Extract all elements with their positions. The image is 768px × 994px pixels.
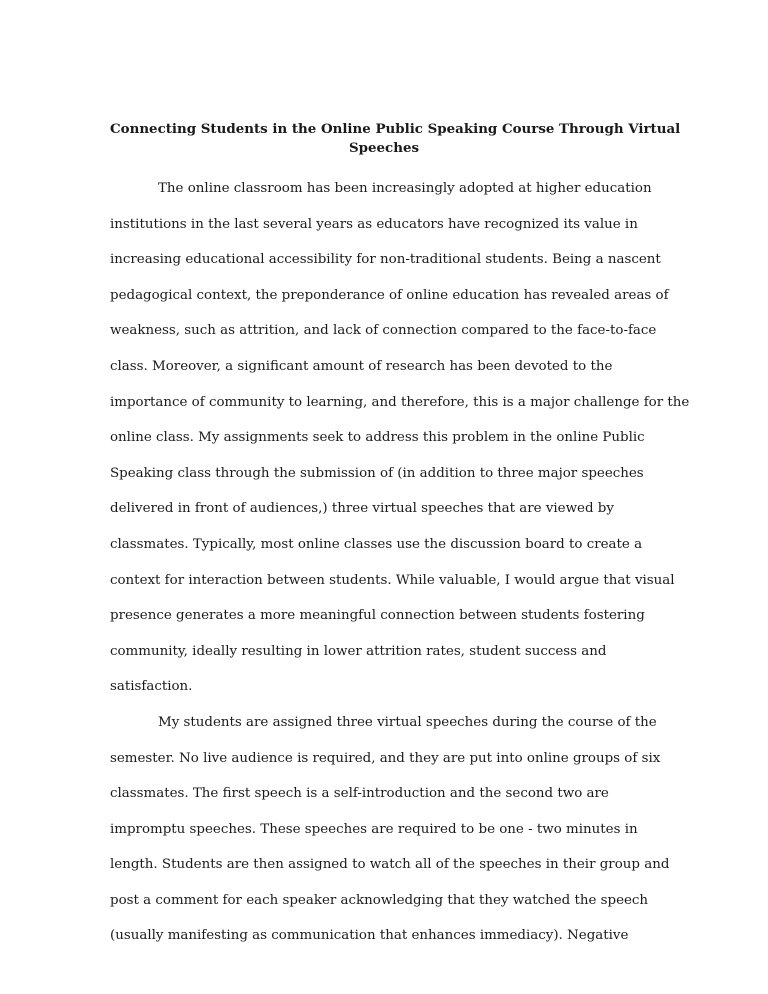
title-line: Connecting Students in the Online Public Speaking Course Through Virtual: [110, 121, 681, 137]
text-line: length. Students are then assigned to watch all of the speeches in their group and: [110, 857, 670, 873]
text-line: Speaking class through the submission of (in addition to three major speeches: [110, 465, 644, 481]
text-line: classmates. The first speech is a self-introduction and the second two are: [110, 786, 609, 802]
text-line: pedagogical context, the preponderance of online education has revealed areas of: [110, 287, 669, 303]
paragraph-2: [110, 705, 670, 954]
title-line: Speeches: [348, 140, 420, 156]
text-line: presence generates a more meaningful connection between students fostering: [110, 608, 645, 624]
document-body: [110, 171, 690, 954]
text-line: classmates. Typically, most online classes use the discussion board to create a: [110, 536, 643, 552]
text-line: community, ideally resulting in lower attrition rates, student success and: [110, 643, 607, 659]
text-line: delivered in front of audiences,) three virtual speeches that are viewed by: [110, 501, 614, 517]
text-line: satisfaction.: [110, 679, 193, 695]
text-line: My students are assigned three virtual speeches during the course of the: [158, 714, 657, 730]
text-line: post a comment for each speaker acknowledging that they watched the speech: [110, 892, 649, 908]
text-line: context for interaction between students. While valuable, I would argue that visual: [110, 572, 675, 588]
text-line: The online classroom has been increasingly adopted at higher education: [158, 181, 652, 196]
paragraph-1: [110, 171, 690, 705]
document-title: [110, 120, 681, 158]
text-line: institutions in the last several years as educators have recognized its value in: [110, 216, 638, 232]
text-line: (usually manifesting as communication that enhances immediacy). Negative: [110, 928, 629, 944]
text-line: weakness, such as attrition, and lack of connection compared to the face-to-face: [110, 323, 657, 339]
text-line: importance of community to learning, and therefore, this is a major challenge for the: [110, 394, 690, 410]
text-line: increasing educational accessibility for non-traditional students. Being a nascent: [110, 252, 661, 268]
text-line: class. Moreover, a significant amount of research has been devoted to the: [110, 358, 613, 374]
text-line: semester. No live audience is required, and they are put into online groups of six: [110, 750, 661, 766]
text-line: online class. My assignments seek to address this problem in the online Public: [110, 430, 645, 446]
text-line: impromptu speeches. These speeches are required to be one - two minutes in: [110, 821, 638, 837]
